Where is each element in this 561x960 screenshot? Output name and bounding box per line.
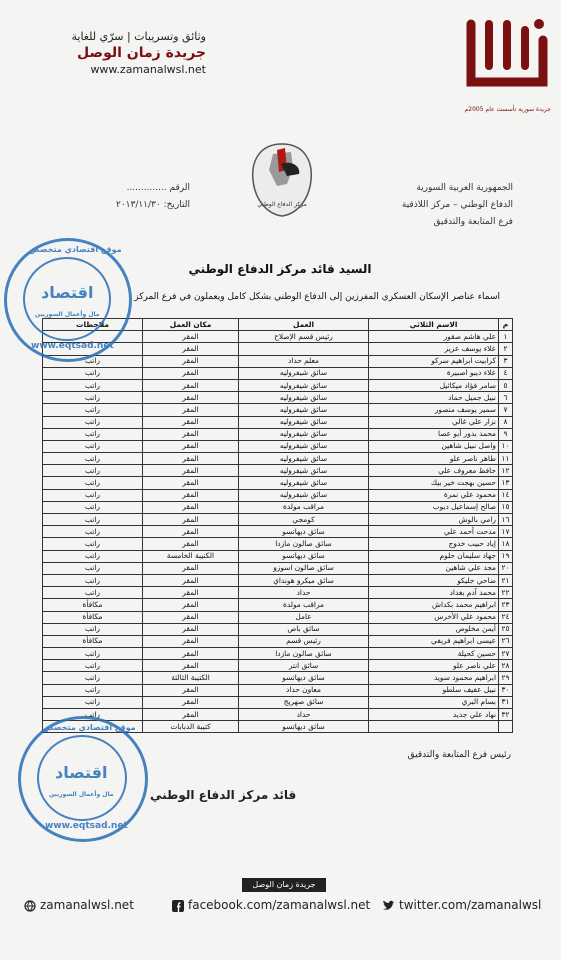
row-notes: راتب (43, 477, 143, 489)
row-number: ٤ (499, 367, 513, 379)
row-place: المقر (143, 611, 239, 623)
row-job: معاون حداد (239, 684, 369, 696)
org-line-2: الدفاع الوطني – مركز اللاذقية (401, 200, 513, 210)
row-name: محمد بدور أبو عصا (369, 428, 499, 440)
row-number: ٢٨ (499, 660, 513, 672)
row-place: المقر (143, 514, 239, 526)
row-number: ٨ (499, 416, 513, 428)
eqtsad-stamp-top (4, 238, 132, 362)
row-notes: راتب (43, 684, 143, 696)
table-row (43, 453, 513, 465)
row-job: حداد (239, 587, 369, 599)
row-name: محمود علي نمرة (369, 489, 499, 501)
row-place: الكتيبة الخامسة (143, 550, 239, 562)
table-row (43, 355, 513, 367)
row-notes: راتب (43, 648, 143, 660)
col-header-job: العمل (239, 319, 369, 331)
row-place: المقر (143, 562, 239, 574)
footer-twitter[interactable] (382, 898, 541, 912)
table-row (43, 367, 513, 379)
row-name: محمد آدم بغداد (369, 587, 499, 599)
row-job: سائق صهريج (239, 696, 369, 708)
row-number: ١٩ (499, 550, 513, 562)
table-row (43, 428, 513, 440)
row-place: المقر (143, 404, 239, 416)
row-notes: راتب (43, 465, 143, 477)
row-name: جهاد سليمان حلوم (369, 550, 499, 562)
row-name: علاء يوسف عزيز (369, 343, 499, 355)
row-name: علاء ديبو اصبيرة (369, 367, 499, 379)
row-notes: راتب (43, 489, 143, 501)
row-name: نهاد علي جديد (369, 709, 499, 721)
national-defense-emblem (247, 140, 317, 220)
row-number: ٣ (499, 355, 513, 367)
row-job: سائق شيفروليه (239, 489, 369, 501)
row-name: صالح إسماعيل ديوب (369, 501, 499, 513)
row-number: ٢٧ (499, 648, 513, 660)
row-notes: مكافأة (43, 599, 143, 611)
table-row (43, 648, 513, 660)
footer-web-text: zamanalwsl.net (40, 898, 134, 912)
row-name: سمير يوسف منصور (369, 404, 499, 416)
row-name: مجد علي شاهين (369, 562, 499, 574)
row-notes: راتب (43, 501, 143, 513)
table-row (43, 696, 513, 708)
row-notes: راتب (43, 623, 143, 635)
footer-facebook[interactable] (172, 898, 370, 912)
row-place: المقر (143, 367, 239, 379)
footer-web[interactable] (24, 898, 134, 912)
row-notes: راتب (43, 416, 143, 428)
stamp-site-text: www.eqtsad.net (31, 341, 114, 351)
row-name: كرابيت ابراهيم سركو (369, 355, 499, 367)
row-number: ٢٦ (499, 635, 513, 647)
table-row (43, 623, 513, 635)
stamp-site-text: www.eqtsad.net (45, 821, 128, 831)
row-place: المقر (143, 696, 239, 708)
row-name: ابراهيم محمد بكداش (369, 599, 499, 611)
row-number: ١٦ (499, 514, 513, 526)
table-row (43, 562, 513, 574)
row-number: ١٠ (499, 440, 513, 452)
org-line-1: الجمهورية العربية السورية (416, 183, 513, 193)
row-notes: راتب (43, 538, 143, 550)
table-row (43, 672, 513, 684)
row-notes: راتب (43, 392, 143, 404)
row-place: المقر (143, 477, 239, 489)
row-name: ابراهيم محمود سويد (369, 672, 499, 684)
row-place: المقر (143, 538, 239, 550)
table-row (43, 709, 513, 721)
row-number: ٢٤ (499, 611, 513, 623)
table-row (43, 477, 513, 489)
row-notes: راتب (43, 440, 143, 452)
stamp-center-text: اقتصاد (41, 283, 94, 302)
zaman-alwasl-logo (445, 10, 555, 113)
table-body (43, 331, 513, 733)
row-place: المقر (143, 574, 239, 586)
eqtsad-stamp-bottom (18, 716, 148, 842)
row-job: سائق صالون مازدا (239, 648, 369, 660)
row-job: سائق ميكرو هونداي (239, 574, 369, 586)
row-place: المقر (143, 355, 239, 367)
row-number: ٢١ (499, 574, 513, 586)
row-name: نبيل عفيف سلطو (369, 684, 499, 696)
table-row (43, 574, 513, 586)
row-name: واصل نبيل شاهين (369, 440, 499, 452)
page-footer (0, 872, 561, 932)
row-number: ١٣ (499, 477, 513, 489)
table-row (43, 416, 513, 428)
row-job: سائق صالون اسوزو (239, 562, 369, 574)
row-job: رئيس قسم (239, 635, 369, 647)
org-line-3: فرع المتابعة والتدقيق (433, 217, 513, 227)
row-number: ١٨ (499, 538, 513, 550)
row-place: المقر (143, 428, 239, 440)
website-link[interactable]: www.zamanalwsl.net (90, 63, 206, 76)
row-place: المقر (143, 416, 239, 428)
row-number: ٢٠ (499, 562, 513, 574)
row-name: حسين كحيلة (369, 648, 499, 660)
row-number: ٢ (499, 343, 513, 355)
row-number: ٩ (499, 428, 513, 440)
header-block (6, 30, 206, 76)
col-header-name: الاسم الثلاثي (369, 319, 499, 331)
table-row (43, 501, 513, 513)
table-row (43, 635, 513, 647)
table-row (43, 392, 513, 404)
row-number: ٥ (499, 379, 513, 391)
globe-icon (24, 900, 36, 912)
col-header-notes: ملاحظات (43, 319, 143, 331)
row-name: حسين بهجت خير بيك (369, 477, 499, 489)
row-notes: راتب (43, 574, 143, 586)
col-header-place: مكان العمل (143, 319, 239, 331)
row-place: المقر (143, 489, 239, 501)
row-place: المقر (143, 599, 239, 611)
row-notes: راتب (43, 453, 143, 465)
row-place: المقر (143, 709, 239, 721)
table-row (43, 550, 513, 562)
row-name: سامر فؤاد ميكائيل (369, 379, 499, 391)
slogan: وثائق وتسريبات | سرّي للغاية (71, 30, 206, 43)
row-name (369, 721, 499, 733)
row-number (499, 721, 513, 733)
row-job: سائق صالون مازدا (239, 538, 369, 550)
row-notes: راتب (43, 367, 143, 379)
row-place: المقر (143, 526, 239, 538)
row-notes: راتب (43, 379, 143, 391)
row-job: كومجي (239, 514, 369, 526)
row-name: نبيل جميل حماد (369, 392, 499, 404)
row-place: المقر (143, 635, 239, 647)
row-place: المقر (143, 465, 239, 477)
row-number: ٧ (499, 404, 513, 416)
row-job: سائق شيفروليه (239, 440, 369, 452)
stamp-center-text: اقتصاد (55, 763, 108, 782)
row-number: ١٤ (499, 489, 513, 501)
table-row (43, 465, 513, 477)
row-notes: راتب (43, 514, 143, 526)
document-title: السيد قائد مركز الدفاع الوطني (188, 262, 372, 276)
row-place: المقر (143, 440, 239, 452)
stamp-sub-text: مال وأعمال السوريين (35, 311, 100, 318)
row-place: المقر (143, 660, 239, 672)
row-place: كتيبة الدبابات (143, 721, 239, 733)
table-row (43, 684, 513, 696)
row-job (239, 343, 369, 355)
row-job: سائق انتر (239, 660, 369, 672)
stamp-sub-text: مال وأعمال السوريين (49, 791, 114, 798)
table-row (43, 526, 513, 538)
row-place: المقر (143, 648, 239, 660)
footer-badge: جريدة زمان الوصل (242, 878, 326, 892)
row-number: ٦ (499, 392, 513, 404)
row-job: سائق ديهاتسو (239, 672, 369, 684)
table-row (43, 514, 513, 526)
row-notes: راتب (43, 355, 143, 367)
row-number: ٣٢ (499, 709, 513, 721)
row-name: رامي بالوش (369, 514, 499, 526)
table-row (43, 489, 513, 501)
row-job: سائق شيفروليه (239, 379, 369, 391)
row-job: سائق باص (239, 623, 369, 635)
col-header-number: م (499, 319, 513, 331)
row-notes: راتب (43, 709, 143, 721)
row-notes: راتب (43, 672, 143, 684)
signer-branch-head: رئيس فرع المتابعة والتدقيق (407, 750, 511, 760)
facebook-icon (172, 900, 184, 912)
row-name: علي ناصر علو (369, 660, 499, 672)
row-job: معلم حداد (239, 355, 369, 367)
row-place: المقر (143, 331, 239, 343)
row-name: مدحت أحمد علي (369, 526, 499, 538)
row-job: سائق شيفروليه (239, 465, 369, 477)
row-job: مراقب مولدة (239, 501, 369, 513)
row-job: سائق شيفروليه (239, 416, 369, 428)
row-name: أيمن مخلوص (369, 623, 499, 635)
logo-mark (459, 10, 555, 100)
reference-block (70, 180, 190, 214)
row-notes: راتب (43, 526, 143, 538)
doc-date: التاريخ: ٢٠١٣/١١/٣٠ (115, 200, 190, 210)
row-number: ٣٠ (499, 684, 513, 696)
row-place: المقر (143, 392, 239, 404)
row-place: الكتيبة الثالثة (143, 672, 239, 684)
row-notes: راتب (43, 404, 143, 416)
row-number: ١ (499, 331, 513, 343)
table-row (43, 404, 513, 416)
logo-caption: جريدة سورية تأسست عام 2005م (464, 106, 551, 113)
row-number: ٣١ (499, 696, 513, 708)
row-number: ٢٩ (499, 672, 513, 684)
row-name: ضاحي جليكو (369, 574, 499, 586)
row-number: ٢٥ (499, 623, 513, 635)
footer-facebook-text: facebook.com/zamanalwsl.net (188, 898, 371, 912)
row-place: المقر (143, 684, 239, 696)
row-job: رئيس قسم الإصلاح (239, 331, 369, 343)
row-notes: راتب (43, 562, 143, 574)
row-number: ١٥ (499, 501, 513, 513)
row-job: سائق شيفروليه (239, 477, 369, 489)
row-notes: راتب (43, 428, 143, 440)
twitter-icon (382, 900, 395, 911)
organization-block (313, 180, 513, 231)
row-name: نزار علي غالي (369, 416, 499, 428)
row-notes: راتب (43, 696, 143, 708)
row-name: محمود علي الأخرس (369, 611, 499, 623)
table-row (43, 379, 513, 391)
row-number: ٢٢ (499, 587, 513, 599)
row-name: حافظ معروف علي (369, 465, 499, 477)
row-job: حداد (239, 709, 369, 721)
row-job: سائق شيفروليه (239, 392, 369, 404)
paper-name: جريدة زمان الوصل (77, 45, 206, 61)
row-name: إياد حبيب خدوج (369, 538, 499, 550)
table-row (43, 587, 513, 599)
table-row (43, 611, 513, 623)
emblem-caption: مركز الدفاع الوطني (257, 201, 307, 208)
row-job: سائق شيفروليه (239, 428, 369, 440)
table-row (43, 660, 513, 672)
row-job: عامل (239, 611, 369, 623)
table-row (43, 440, 513, 452)
row-job: سائق ديهاتسو (239, 550, 369, 562)
row-name: طاهر ناصر علو (369, 453, 499, 465)
row-place: المقر (143, 501, 239, 513)
row-name: علي هاشم صقور (369, 331, 499, 343)
row-notes: راتب (43, 660, 143, 672)
row-name: بسام البري (369, 696, 499, 708)
row-notes: راتب (43, 587, 143, 599)
stamp-arc-text: موقع اقتصادي متخصص (29, 245, 122, 254)
row-job: سائق ديهاتسو (239, 526, 369, 538)
row-place: المقر (143, 379, 239, 391)
row-job: مراقب مولدة (239, 599, 369, 611)
stamp-arc-text: موقع اقتصادي متخصص (43, 723, 136, 732)
row-number: ١٧ (499, 526, 513, 538)
table-row (43, 538, 513, 550)
row-job: سائق شيفروليه (239, 367, 369, 379)
row-number: ١١ (499, 453, 513, 465)
table-row (43, 599, 513, 611)
document-intro: أسماء عناصر الإسكان العسكري المفرزين إلى الدفاع الوطني بشكل كامل ويعملون في فرع المركز (134, 292, 500, 302)
row-notes: راتب (43, 550, 143, 562)
footer-twitter-text: twitter.com/zamanalwsl (399, 898, 542, 912)
ref-number: الرقم .............. (126, 183, 190, 193)
row-place: المقر (143, 623, 239, 635)
row-notes: مكافأة (43, 611, 143, 623)
row-place: المقر (143, 453, 239, 465)
row-job: سائق شيفروليه (239, 404, 369, 416)
personnel-table (42, 318, 513, 733)
row-name: عيسى ابراهيم فريفي (369, 635, 499, 647)
row-job: سائق ديهاتسو (239, 721, 369, 733)
row-number: ١٢ (499, 465, 513, 477)
row-job: سائق شيفروليه (239, 453, 369, 465)
row-notes: مكافأة (43, 635, 143, 647)
row-number: ٢٣ (499, 599, 513, 611)
row-place: المقر (143, 343, 239, 355)
row-place: المقر (143, 587, 239, 599)
signer-center-commander: قائد مركز الدفاع الوطني (150, 788, 297, 802)
